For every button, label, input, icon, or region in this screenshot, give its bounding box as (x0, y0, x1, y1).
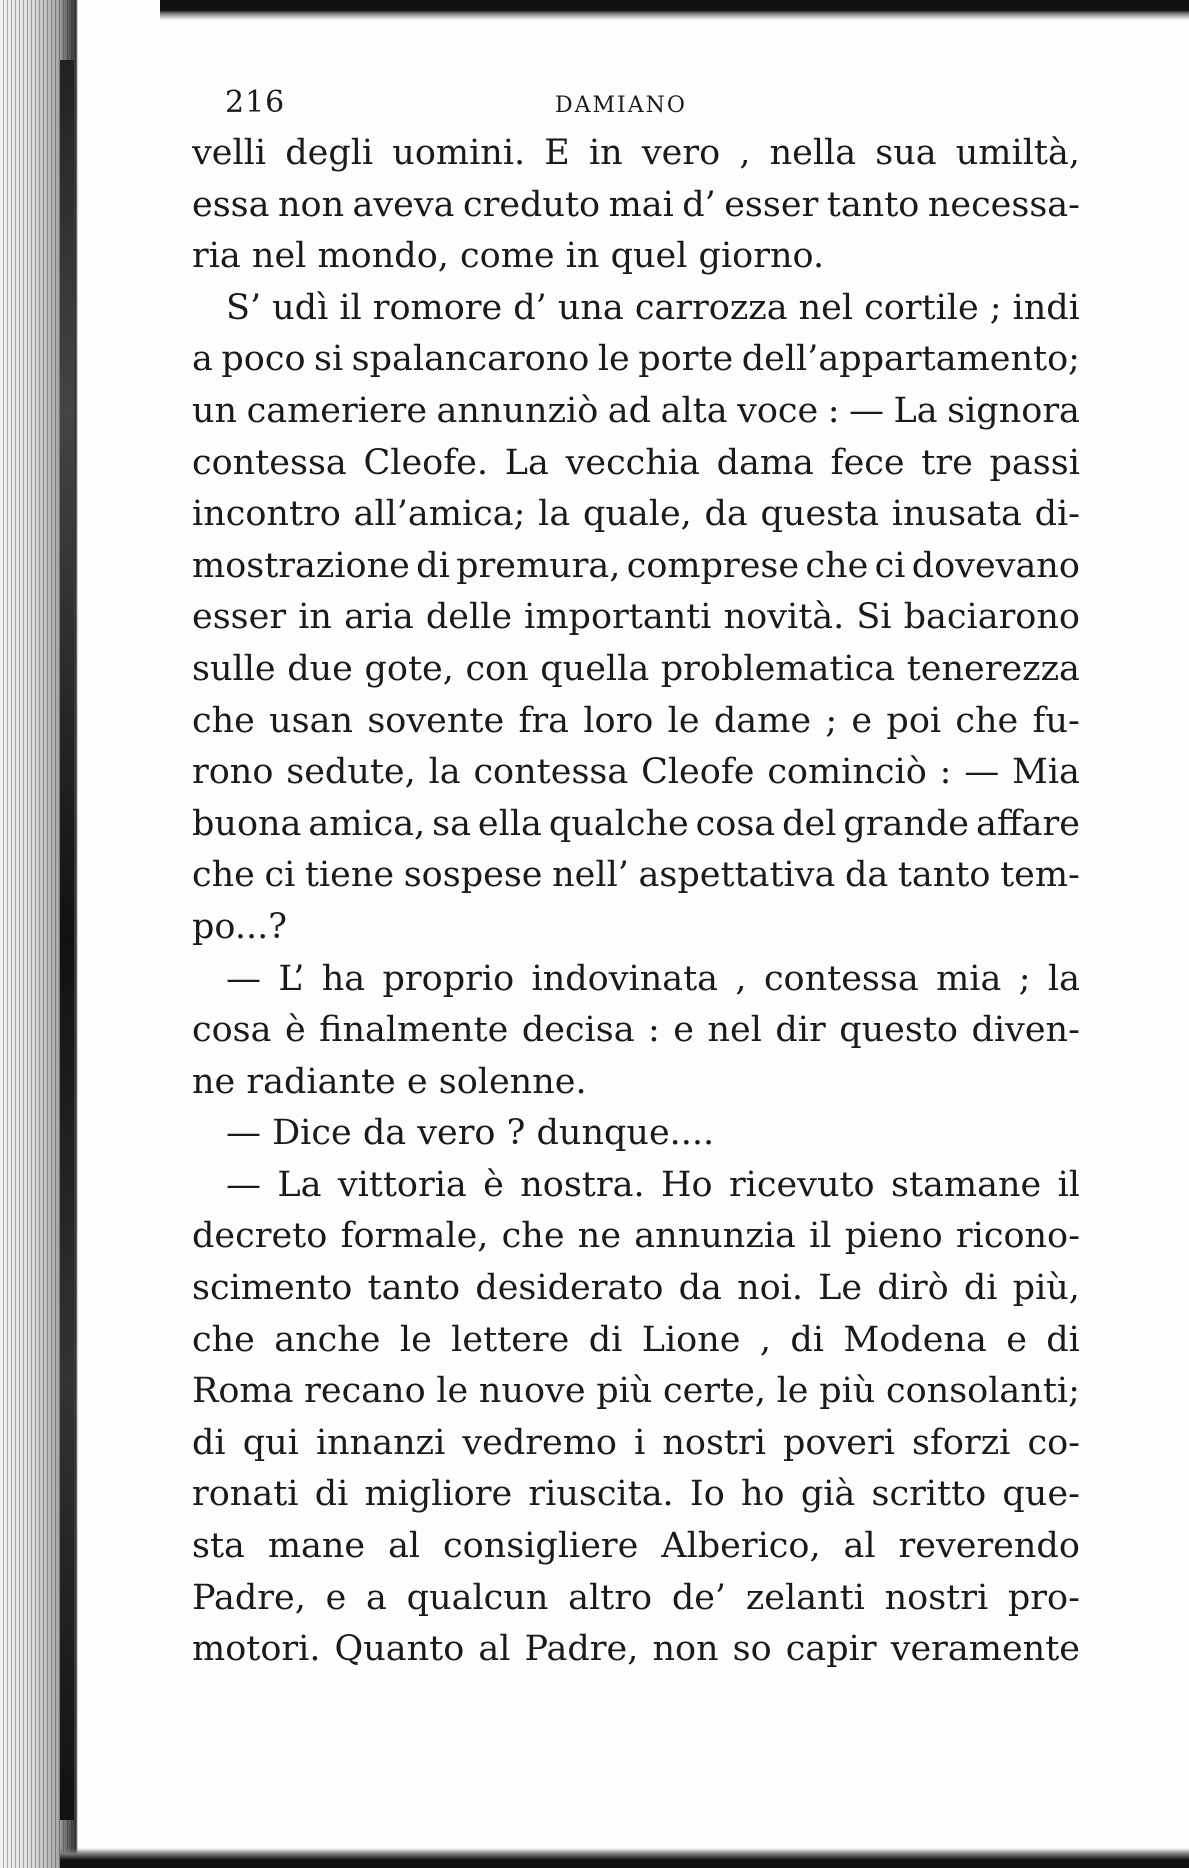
text-line: decreto formale, che ne annunzia il pieno ricono- (192, 1216, 1080, 1257)
body-text (192, 128, 1080, 1676)
text-line: esser in aria delle importanti novità. Si baciarono (192, 597, 1080, 638)
text-line: Roma recano le nuove più certe, le più consolanti; (192, 1371, 1080, 1412)
text-line: essa non aveva creduto mai d’ esser tanto necessa- (192, 184, 1080, 225)
text-line: ronati di migliore riuscita. Io ho già scritto que- (192, 1474, 1080, 1515)
text-line: buona amica, sa ella qualche cosa del grande affare (192, 803, 1080, 844)
text-line: — L’ ha proprio indovinata , contessa mia ; la (226, 958, 1080, 999)
text-line: che usan sovente fra loro le dame ; e poi che fu- (192, 700, 1080, 741)
text-line: che anche le lettere di Lione , di Modena e di (192, 1319, 1080, 1360)
text-line: un cameriere annunziò ad alta voce : — La signora (192, 390, 1080, 431)
text-line: contessa Cleofe. La vecchia dama fece tre passi (192, 442, 1080, 483)
text-line: che ci tiene sospese nell’ aspettativa da tanto tem- (192, 855, 1080, 896)
text-line: ria nel mondo, come in quel giorno. (192, 236, 825, 277)
text-line: — Dice da vero ? dunque.... (226, 1113, 715, 1154)
text-line: rono sedute, la contessa Cleofe cominciò : — Mia (192, 752, 1080, 793)
text-line: a poco si spalancarono le porte dell’appartamento; (192, 339, 1080, 380)
text-line: S’ udì il romore d’ una carrozza nel cortile ; indi (226, 287, 1080, 328)
running-title: DAMIANO (555, 93, 687, 118)
text-line: scimento tanto desiderato da noi. Le dirò di più, (192, 1268, 1080, 1309)
binding-shadow (60, 60, 74, 1820)
text-line: motori. Quanto al Padre, non so capir veramente (192, 1629, 1080, 1670)
text-line: di qui innanzi vedremo i nostri poveri sforzi co- (192, 1422, 1080, 1463)
text-line: sulle due gote, con quella problematica tenerezza (192, 648, 1080, 689)
page-number: 216 (225, 85, 286, 120)
text-line: Padre, e a qualcun altro de’ zelanti nostri pro- (192, 1577, 1080, 1618)
text-line: sta mane al consigliere Alberico, al reverendo (192, 1526, 1080, 1567)
text-line: — La vittoria è nostra. Ho ricevuto stamane il (226, 1164, 1080, 1205)
text-line: ne radiante e solenne. (192, 1061, 587, 1102)
bottom-scan-edge (60, 1848, 1189, 1868)
text-line: incontro all’amica; la quale, da questa inusata di- (192, 494, 1080, 535)
text-line: velli degli uomini. E in vero , nella sua umiltà, (192, 133, 1080, 173)
page-header (225, 85, 1025, 125)
text-line: cosa è finalmente decisa : e nel dir questo diven- (192, 1010, 1080, 1051)
text-line: po...? (192, 906, 288, 947)
top-scan-edge (160, 0, 1189, 20)
text-line: mostrazione di premura, comprese che ci dovevano (192, 545, 1080, 586)
